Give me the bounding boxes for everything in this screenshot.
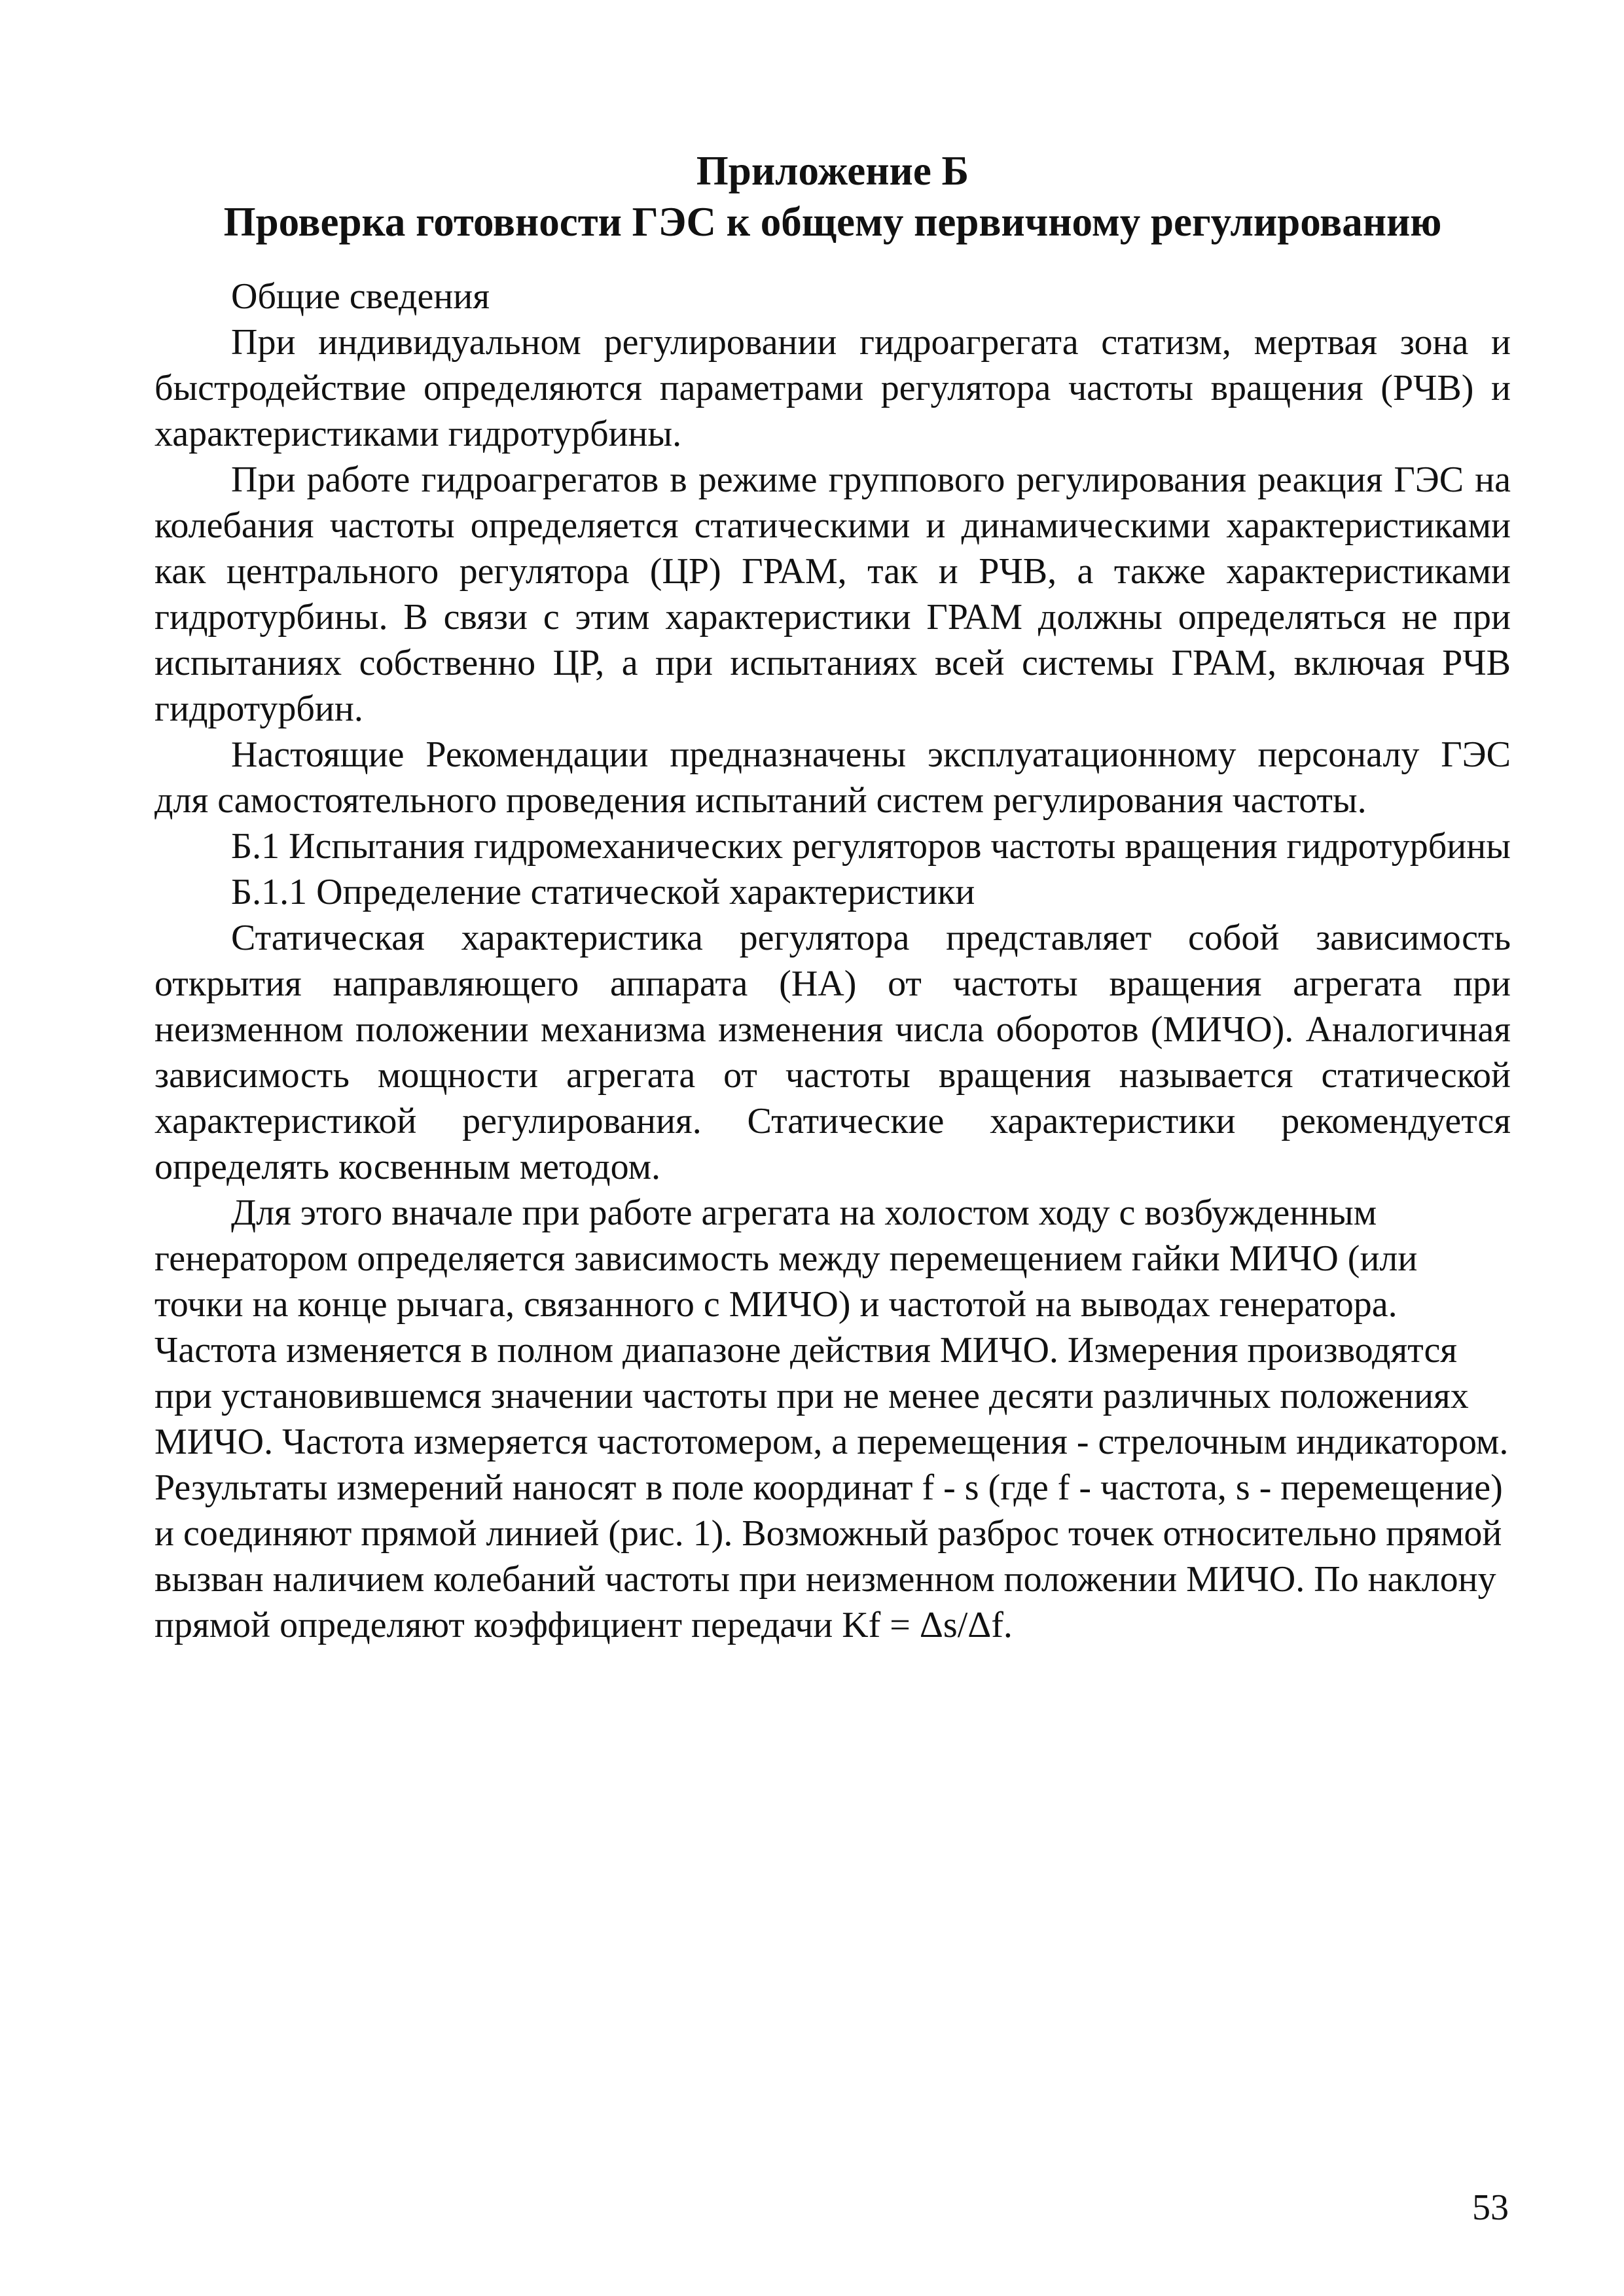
paragraph-static-characteristic: Статическая характеристика регулятора представляет собой зависимость открытия направляющего аппарата (НА) от частоты вращения агрегата при неизменном положении механизма изменения числа оборотов (МИЧО). Аналогичная зависимость мощности агрегата от частоты вращения называется статической характеристикой регулирования. Статические характеристики рекомендуется определять косвенным методом. [154, 918, 1511, 1187]
page-content [154, 145, 1511, 1648]
body-text [154, 274, 1511, 1648]
appendix-title: Приложение Б [696, 148, 969, 194]
appendix-subtitle: Проверка готовности ГЭС к общему первичному регулированию [223, 199, 1442, 245]
paragraph-group-regulation: При работе гидроагрегатов в режиме группового регулирования реакция ГЭС на колебания частоты определяется статическими и динамическими характеристиками как центрального регулятора (ЦР) ГРАМ, так и РЧВ, а также характеристиками гидротурбины. В связи с этим характеристики ГРАМ должны определяться не при испытаниях собственно ЦР, а при испытаниях всей системы ГРАМ, включая РЧВ гидротурбин. [154, 459, 1511, 729]
page-number: 53 [1472, 2187, 1509, 2228]
section-heading-b1-1: Б.1.1 Определение статической характеристики [231, 872, 975, 912]
section-heading-b1: Б.1 Испытания гидромеханических регуляторов частоты вращения гидротурбины [231, 826, 1511, 867]
paragraph-recommendations-purpose: Настоящие Рекомендации предназначены эксплуатационному персоналу ГЭС для самостоятельного проведения испытаний систем регулирования частоты. [154, 734, 1511, 821]
section-heading-general: Общие сведения [231, 276, 490, 317]
paragraph-measurement-method: Для этого вначале при работе агрегата на холостом ходу с возбужденным генератором определяется зависимость между перемещением гайки МИЧО (или точки на конце рычага, связанного с МИЧО) и частотой на выводах генератора. Частота изменяется в полном диапазоне действия МИЧО. Измерения производятся при установившемся значении частоты при не менее десяти различных положениях МИЧО. Частота измеряется частотомером, а перемещения - стрелочным индикатором. Результаты измерений наносят в поле координат f - s (где f - частота, s - перемещение) и соединяют прямой линией (рис. 1). Возможный разброс точек относительно прямой вызван наличием колебаний частоты при неизменном положении МИЧО. По наклону прямой определяют коэффициент передачи Kf = Δs/Δf. [154, 1193, 1509, 1645]
paragraph-individual-regulation: При индивидуальном регулировании гидроагрегата статизм, мертвая зона и быстродействие определяются параметрами регулятора частоты вращения (РЧВ) и характеристиками гидротурбины. [154, 322, 1511, 454]
